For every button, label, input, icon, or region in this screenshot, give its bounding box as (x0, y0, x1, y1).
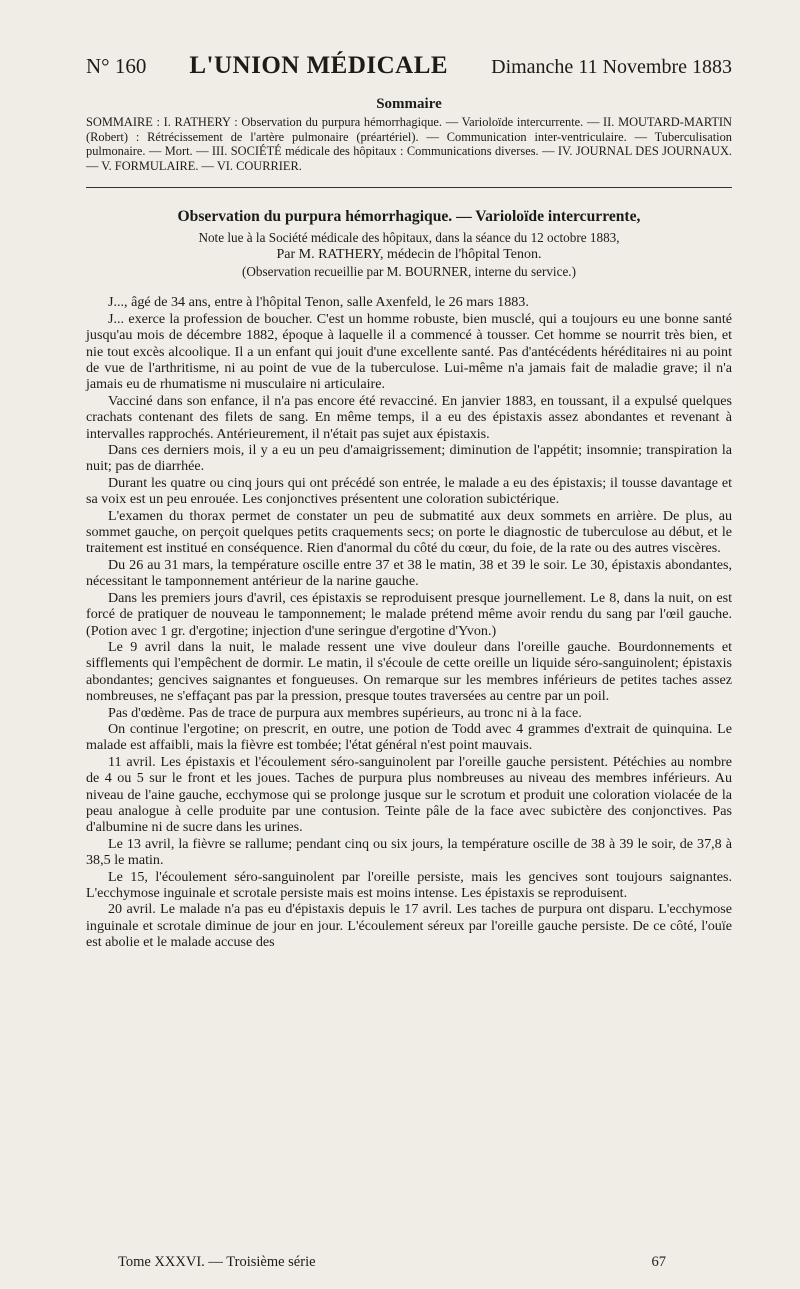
sommaire-text: SOMMAIRE : I. RATHERY : Observation du purpura hémorrhagique. — Varioloïde intercurrente. — II. MOUTARD-MARTIN (Robert) : Rétrécissement de l'artère pulmonaire (préartériel). — Communication inter-ventriculaire. — Tuberculisation pulmonaire. — Mort. — III. SOCIÉTÉ médicale des hôpitaux : Communications diverses. — IV. JOURNAL DES JOURNAUX. — V. FORMULAIRE. — VI. COURRIER. (86, 115, 732, 188)
paragraph: Du 26 au 31 mars, la température oscille entre 37 et 38 le matin, 38 et 39 le soir. Le 30, épistaxis abondantes, nécessitant le tamponnement antérieur de la narine gauche. (86, 556, 732, 590)
paragraph: On continue l'ergotine; on prescrit, en outre, une potion de Todd avec 4 grammes d'extrait de quinquina. Le malade est affaibli, mais la fièvre est tombée; l'état général n'est point mauvais. (86, 720, 732, 754)
article-recorder: (Observation recueillie par M. BOURNER, interne du service.) (242, 264, 576, 280)
paragraph: Pas d'œdème. Pas de trace de purpura aux membres supérieurs, au tronc ni à la face. (108, 704, 582, 721)
article-byline: Par M. RATHERY, médecin de l'hôpital Tenon. (276, 247, 542, 263)
paragraph: Durant les quatre ou cinq jours qui ont précédé son entrée, le malade a eu des épistaxis; il tousse davantage et sa voix est un peu enrouée. Les conjonctives présentent une coloration subictérique. (86, 474, 732, 508)
paragraph: J... exerce la profession de boucher. C'est un homme robuste, bien musclé, qui a toujours eu une bonne santé jusqu'au mois de décembre 1882, époque à laquelle il a commencé à tousser. Cet homme se nourrit très bien, et nie tout excès alcoolique. Il a un enfant qui jouit d'une excellente santé. Pas d'antécédents héréditaires ni au point de vue de l'arthritisme, ni au point de vue de la tuberculose. Lui-même n'a jamais fait de maladie grave; il n'a jamais eu de rhumatisme ni musculaire ni articulaire. (86, 310, 732, 393)
article-title: Observation du purpura hémorrhagique. — Varioloïde intercurrente, (177, 208, 641, 226)
paragraph: Le 15, l'écoulement séro-sanguinolent par l'oreille persiste, mais les gencives sont toujours saignantes. L'ecchymose inguinale et scrotale persiste mais est moins intense. Les épistaxis se reproduisent. (86, 868, 732, 901)
article-body (86, 294, 732, 950)
paragraph: Dans les premiers jours d'avril, ces épistaxis se reproduisent presque journellement. Le 8, dans la nuit, on est forcé de pratiquer de nouveau le tamponnement; le malade prétend même avoir rendu du sang par l'œil gauche. (Potion avec 1 gr. d'ergotine; injection d'une seringue d'ergotine d'Yvon.) (86, 589, 732, 639)
paragraph: 11 avril. Les épistaxis et l'écoulement séro-sanguinolent par l'oreille gauche persistent. Pétéchies au nombre de 4 ou 5 sur le front et les joues. Taches de purpura plus nombreuses au niveau des membres inférieurs. Au niveau de l'aine gauche, ecchymose qui se prolonge jusque sur le scrotum et produit une coloration violacée de la peau analogue à celle produite par une contusion. Teinte pâle de la face avec subictère des conjonctives. Pas d'albumine ni de sucre dans les urines. (86, 753, 732, 836)
paragraph: Vacciné dans son enfance, il n'a pas encore été revacciné. En janvier 1883, en toussant, il a expulsé quelques crachats contenant des filets de sang. En même temps, il a eu des épistaxis assez abondantes et revenant à intervalles rapprochés. Antérieurement, il n'était pas sujet aux épistaxis. (86, 392, 732, 442)
masthead (86, 52, 732, 92)
paragraph: J..., âgé de 34 ans, entre à l'hôpital Tenon, salle Axenfeld, le 26 mars 1883. (108, 294, 529, 311)
paragraph: 20 avril. Le malade n'a pas eu d'épistaxis depuis le 17 avril. Les taches de purpura ont disparu. L'ecchymose inguinale et scrotale diminue de jour en jour. L'écoulement séreux par l'oreille gauche persiste. De ce côté, l'ouïe est abolie et le malade accuse des (86, 901, 732, 951)
newspaper-title: L'UNION MÉDICALE (189, 52, 449, 79)
sommaire-heading: Sommaire (376, 96, 442, 112)
page-footer (118, 1254, 666, 1271)
paragraph: Le 9 avril dans la nuit, le malade ressent une vive douleur dans l'oreille gauche. Bourdonnements et sifflements qui l'empêchent de dormir. Le matin, il s'écoule de cette oreille un liquide séro-sanguinolent; épistaxis abondantes; gencives saignantes et fongueuses. On remarque sur les membres inférieurs de petites taches assez nombreuses, ne s'effaçant pas par la pression, presque toutes traversées au centre par un poil. (86, 638, 732, 705)
article-note: Note lue à la Société médicale des hôpitaux, dans la séance du 12 octobre 1883, (198, 230, 620, 246)
paragraph: L'examen du thorax permet de constater un peu de submatité aux deux sommets en arrière. De plus, au sommet gauche, on perçoit quelques petits craquements secs; on porte le diagnostic de tuberculose au début, et le traitement est institué en conséquence. Rien d'anormal du côté du cœur, du foie, de la rate ou des autres viscères. (86, 507, 732, 557)
issue-number: N° 160 (86, 54, 147, 78)
paragraph: Le 13 avril, la fièvre se rallume; pendant cinq ou six jours, la température oscille de 38 à 39 le soir, de 37,8 à 38,5 le matin. (86, 835, 732, 869)
paragraph: Dans ces derniers mois, il y a eu un peu d'amaigrissement; diminution de l'appétit; insomnie; transpiration la nuit; pas de diarrhée. (86, 442, 732, 475)
volume-series: Tome XXXVI. — Troisième série (118, 1254, 316, 1270)
page-number: 67 (651, 1254, 666, 1270)
issue-date: Dimanche 11 Novembre 1883 (491, 56, 732, 78)
